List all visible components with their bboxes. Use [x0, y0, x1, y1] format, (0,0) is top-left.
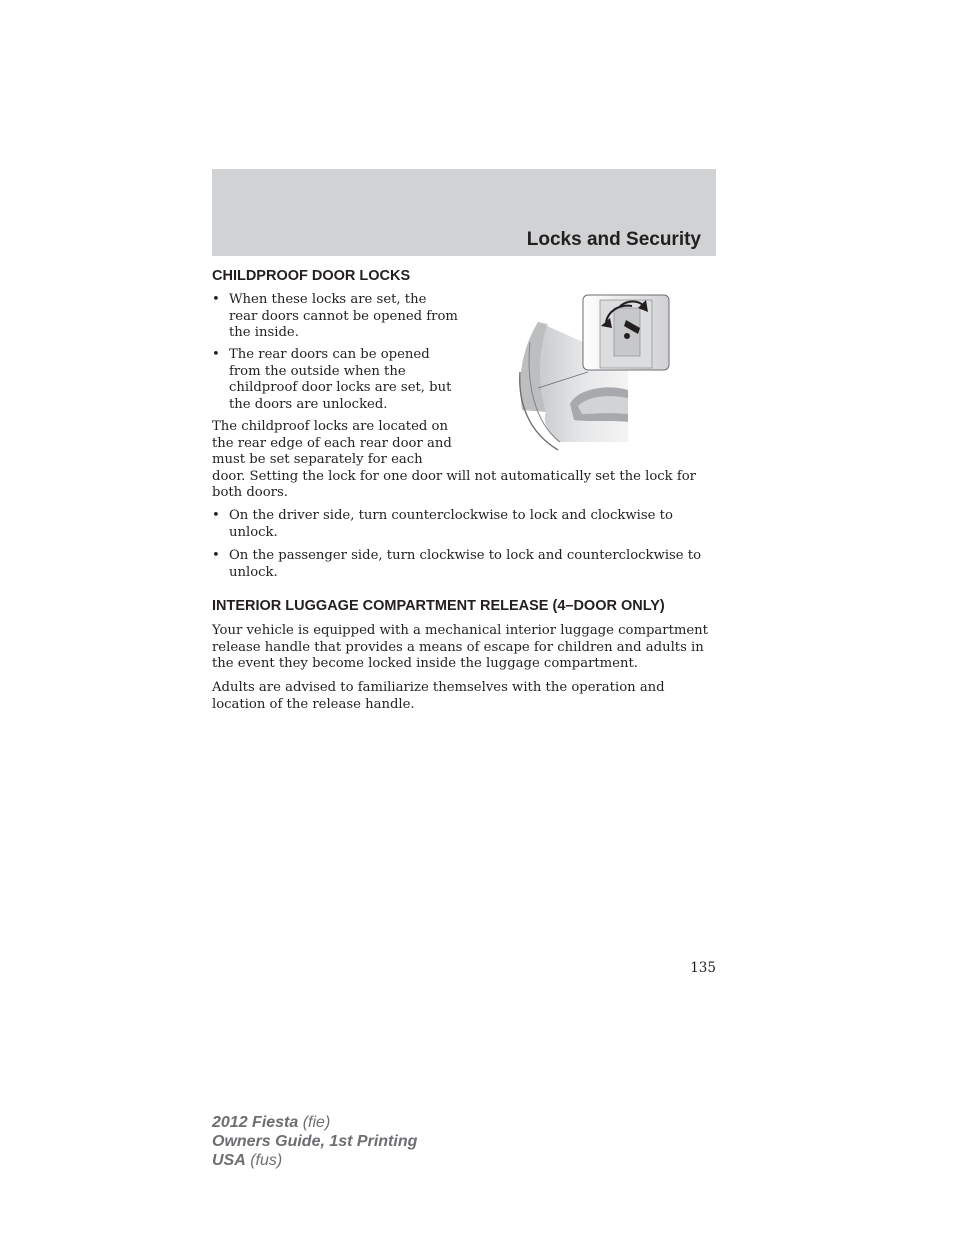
childproof-lock-illustration	[508, 292, 672, 452]
bullet-dot: •	[212, 347, 220, 362]
footer-line	[212, 1113, 417, 1132]
footer-line	[212, 1151, 417, 1170]
luggage-release-heading: INTERIOR LUGGAGE COMPARTMENT RELEASE (4–DOOR ONLY)	[212, 598, 665, 614]
luggage-release-paragraph	[212, 623, 708, 673]
text-line: The childproof locks are located on	[212, 419, 448, 434]
text-line: the doors are unlocked.	[229, 396, 388, 412]
childproof-door-locks-heading: CHILDPROOF DOOR LOCKS	[212, 268, 411, 284]
footer-model-code: (fie)	[298, 1114, 331, 1131]
text-line: both doors.	[212, 485, 288, 500]
page-number: 135	[690, 960, 716, 976]
text-line: rear doors cannot be opened from	[229, 308, 458, 324]
footer-market-code: (fus)	[245, 1152, 283, 1169]
text-line: Your vehicle is equipped with a mechanical interior luggage compartment	[212, 623, 708, 638]
text-line: On the driver side, turn counterclockwise to lock and clockwise to	[229, 508, 673, 523]
text-line: the inside.	[229, 325, 299, 340]
section-header-band	[212, 169, 716, 256]
text-line: the rear edge of each rear door and	[212, 435, 452, 451]
text-line: When these locks are set, the	[229, 292, 427, 307]
footer-model: 2012 Fiesta	[212, 1114, 299, 1131]
text-line: The rear doors can be opened	[229, 347, 430, 362]
bullet-dot: •	[212, 508, 220, 523]
text-line: unlock.	[229, 564, 278, 580]
adults-advised-paragraph	[212, 680, 665, 713]
footer-market: USA	[212, 1152, 246, 1169]
section-title: Locks and Security	[526, 229, 701, 250]
footer-line	[212, 1132, 417, 1151]
text-line: the event they become locked inside the luggage compartment.	[212, 656, 638, 671]
bullet-dot: •	[212, 548, 220, 563]
text-line: unlock.	[229, 524, 278, 540]
text-line: childproof door locks are set, but	[229, 380, 452, 395]
bullet-dot: •	[212, 292, 220, 307]
text-line: door. Setting the lock for one door will not automatically set the lock for	[212, 468, 696, 484]
text-line: from the outside when the	[229, 363, 406, 379]
text-line: Adults are advised to familiarize themselves with the operation and	[212, 680, 665, 695]
footer-edition: Owners Guide, 1st Printing	[212, 1133, 418, 1150]
text-line: On the passenger side, turn clockwise to lock and counterclockwise to	[229, 548, 702, 563]
text-line: release handle that provides a means of escape for children and adults in	[212, 639, 704, 655]
text-line: must be set separately for each	[212, 452, 423, 467]
document-footer	[212, 1113, 417, 1170]
text-line: location of the release handle.	[212, 696, 415, 712]
